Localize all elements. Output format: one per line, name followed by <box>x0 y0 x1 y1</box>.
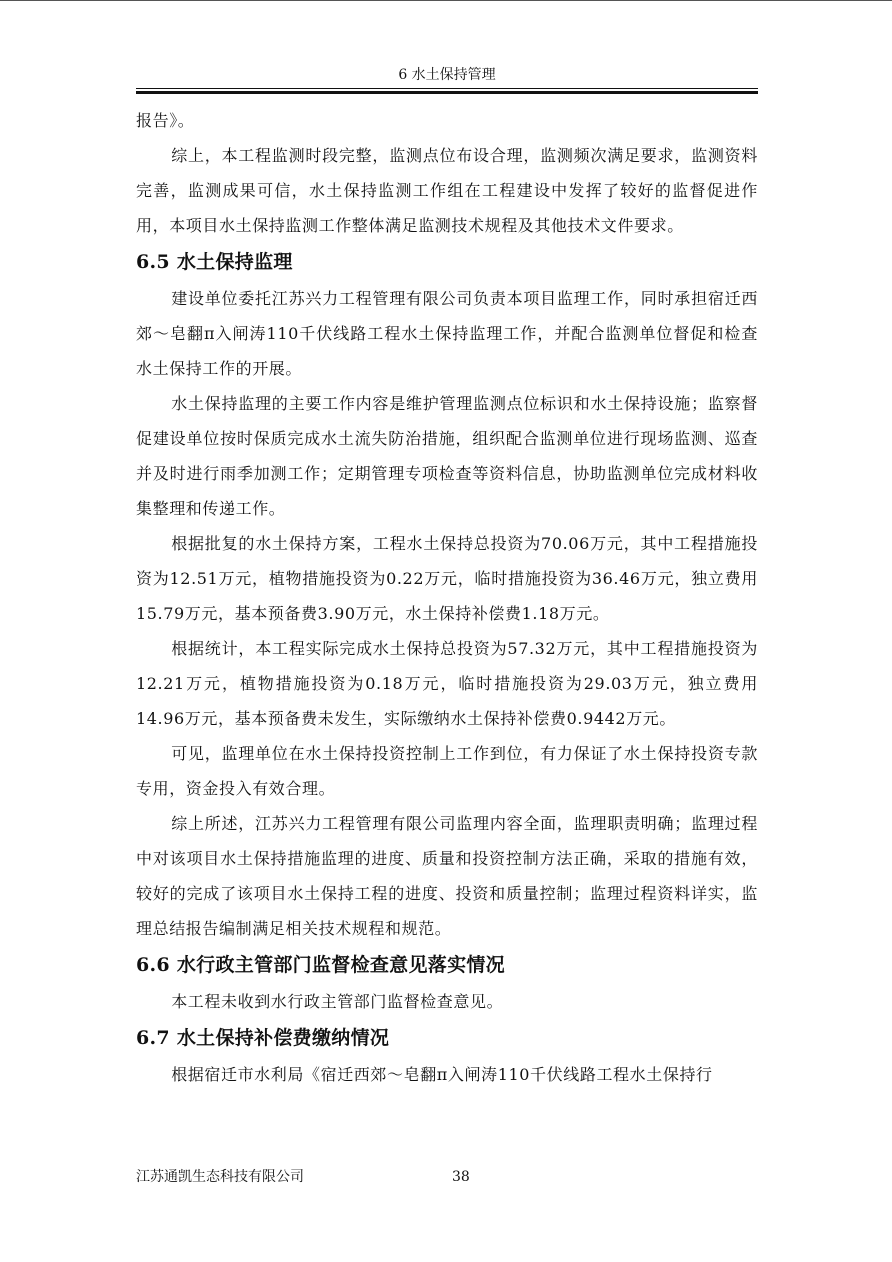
header-rule-thick <box>136 91 758 94</box>
paragraph: 本工程未收到水行政主管部门监督检查意见。 <box>171 992 504 1011</box>
paragraph: 根据宿迁市水利局《宿迁西郊～皂翻π入闸涛110千伏线路工程水土保持行 <box>171 1065 713 1084</box>
running-header: 6 水土保持管理 <box>398 67 496 83</box>
paragraph: 建设单位委托江苏兴力工程管理有限公司负责本项目监理工作，同时承担宿迁西郊～皂翻π入闸涛110千伏线路工程水土保持监理工作，并配合监测单位督促和检查水土保持工作的开展。 <box>136 289 758 378</box>
paragraph: 综上所述，江苏兴力工程管理有限公司监理内容全面，监理职责明确；监理过程中对该项目水土保持措施监理的进度、质量和投资控制方法正确，采取的措施有效，较好的完成了该项目水土保持工程的进度、投资和质量控制；监理过程资料详实，监理总结报告编制满足相关技术规程和规范。 <box>136 814 758 938</box>
paragraph: 可见，监理单位在水土保持投资控制上工作到位，有力保证了水土保持投资专款专用，资金投入有效合理。 <box>136 744 758 798</box>
paragraph: 报告》。 <box>136 111 195 130</box>
paragraph: 根据批复的水土保持方案，工程水土保持总投资为70.06万元，其中工程措施投资为12.51万元，植物措施投资为0.22万元，临时措施投资为36.46万元，独立费用15.79万元，基本预备费3.90万元，水土保持补偿费1.18万元。 <box>136 534 758 623</box>
paragraph: 水土保持监理的主要工作内容是维护管理监测点位标识和水土保持设施；监察督促建设单位按时保质完成水土流失防治措施，组织配合监测单位进行现场监测、巡查并及时进行雨季加测工作；定期管理专项检查等资料信息，协助监测单位完成材料收集整理和传递工作。 <box>136 394 758 518</box>
paragraph: 综上，本工程监测时段完整，监测点位布设合理，监测频次满足要求，监测资料完善，监测成果可信，水土保持监测工作组在工程建设中发挥了较好的监督促进作用，本项目水土保持监测工作整体满足监测技术规程及其他技术文件要求。 <box>136 146 758 235</box>
page-top-edge <box>0 0 892 1</box>
header-rule-thin <box>136 88 758 89</box>
section-heading-6-5: 6.5 水土保持监理 <box>136 251 293 273</box>
footer-company: 江苏通凯生态科技有限公司 <box>136 1169 304 1185</box>
page-number: 38 <box>452 1169 470 1185</box>
section-heading-6-7: 6.7 水土保持补偿费缴纳情况 <box>136 1027 390 1049</box>
section-heading-6-6: 6.6 水行政主管部门监督检查意见落实情况 <box>136 954 505 976</box>
page-body <box>136 103 758 1092</box>
paragraph: 根据统计，本工程实际完成水土保持总投资为57.32万元，其中工程措施投资为12.21万元，植物措施投资为0.18万元，临时措施投资为29.03万元，独立费用14.96万元，基本预备费未发生，实际缴纳水土保持补偿费0.9442万元。 <box>136 639 758 728</box>
